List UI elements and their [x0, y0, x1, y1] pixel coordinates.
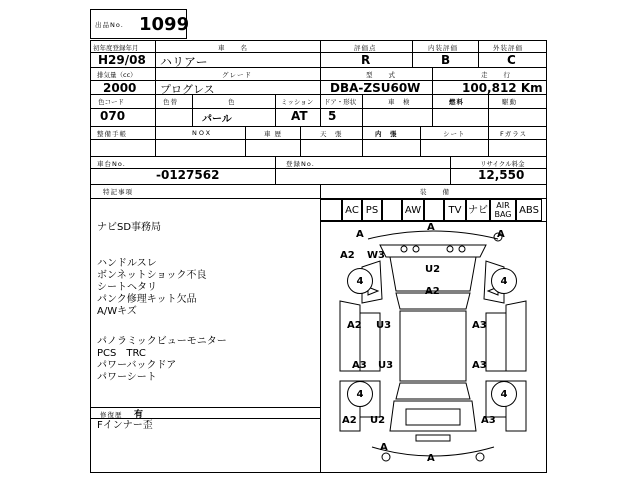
model-label: 型 式	[366, 71, 396, 79]
damage-code: A2	[342, 415, 357, 426]
color-label: 色	[228, 98, 236, 106]
equip-aw: AW	[402, 199, 424, 221]
exterior-score-label: 外装評価	[493, 44, 523, 52]
damage-code: A2	[347, 320, 362, 331]
damage-code: A	[356, 229, 364, 240]
damage-code: A	[497, 229, 505, 240]
nox-label: NOX	[192, 129, 213, 137]
history-label: 車歴	[264, 130, 285, 138]
remark-line: パノラミックビューモニター	[97, 336, 227, 347]
displacement-value: 2000	[103, 81, 137, 95]
f-glass-label: Fガラス	[500, 130, 528, 138]
mileage-label: 走 行	[481, 71, 511, 79]
equip-empty-0	[320, 199, 342, 221]
seat-label: シート	[443, 130, 466, 138]
color-value: パール	[202, 114, 232, 125]
damage-code: A3	[481, 415, 496, 426]
first-reg-value: H29/08	[98, 53, 146, 67]
remark-line: PCS TRC	[97, 348, 146, 359]
grade-label: グレード	[222, 71, 252, 79]
first-reg-label: 初年度登録年月	[93, 44, 139, 52]
remark-line: ボンネットショック不良	[97, 270, 207, 281]
recycle-value: 12,550	[478, 168, 525, 182]
repair-value: 有	[134, 410, 144, 420]
damage-code: U2	[370, 415, 386, 426]
remarks-label: 特記事項	[103, 188, 133, 196]
reg-no-label: 登録No.	[286, 160, 315, 168]
color-code-value: 070	[100, 109, 126, 123]
damage-code: A3	[472, 360, 487, 371]
drive-label: 駆動	[502, 98, 517, 106]
lot-number-box	[90, 9, 190, 39]
color-change-label: 色替	[163, 98, 178, 106]
remark-line: ハンドルスレ	[97, 258, 157, 269]
remark-line: パンク修理キット欠品	[97, 294, 197, 305]
damage-code: U3	[378, 360, 394, 371]
lot-number-label: 出品No.	[95, 21, 124, 29]
tire-front-right: 4	[491, 268, 517, 294]
score-label: 評価点	[354, 44, 377, 52]
remark-line: パワーシート	[97, 372, 157, 383]
remark-line: A/Wキズ	[97, 306, 137, 317]
chassis-label: 車台No.	[97, 160, 126, 168]
car-name-value: ハリアー	[160, 55, 208, 69]
tire-rear-left: 4	[347, 381, 373, 407]
damage-code: A2	[340, 250, 355, 261]
transmission-value: AT	[291, 109, 308, 123]
lot-number: 1099	[139, 14, 190, 35]
repair-note: Fインナー歪	[97, 420, 153, 431]
equipment-label: 装 備	[420, 188, 450, 196]
damage-code: A	[427, 222, 435, 233]
damage-code: A	[380, 442, 388, 453]
exterior-score-value: C	[507, 53, 516, 67]
remark-line: パワーバックドア	[97, 360, 177, 371]
equip-airbag: AIR BAG	[490, 199, 516, 221]
chassis-value: -0127562	[156, 168, 220, 182]
equip-empty-1	[382, 199, 402, 221]
equip-ps: PS	[362, 199, 382, 221]
score-value: R	[361, 53, 371, 67]
damage-code: A3	[352, 360, 367, 371]
equip-navi: ナビ	[466, 199, 490, 221]
model-value: DBA-ZSU60W	[330, 81, 421, 95]
fuel-label: 燃料	[449, 98, 464, 106]
remark-line: ナビSD事務局	[97, 222, 162, 233]
equip-empty-2	[424, 199, 444, 221]
recycle-label: リサイクル料金	[480, 160, 525, 168]
interior-score-value: B	[441, 53, 451, 67]
remark-line: シートヘタリ	[97, 282, 157, 293]
equip-tv: TV	[444, 199, 466, 221]
grade-value: プログレス	[160, 83, 215, 96]
damage-code: A3	[472, 320, 487, 331]
equip-abs: ABS	[516, 199, 542, 221]
color-code-label: 色コード	[98, 98, 124, 106]
tire-front-left: 4	[347, 268, 373, 294]
manual-label: 整備手帳	[97, 130, 127, 138]
transmission-label: ミッション	[281, 98, 314, 106]
damage-code: A	[427, 453, 435, 464]
doors-value: 5	[328, 109, 337, 123]
car-name-label: 車 名	[218, 44, 248, 52]
damage-code: U3	[376, 320, 392, 331]
roof-label: 天 張	[320, 130, 343, 138]
damage-code: U2	[425, 264, 441, 275]
tire-rear-right: 4	[491, 381, 517, 407]
doors-label: ドア・形状	[324, 98, 357, 106]
displacement-label: 排気量（cc）	[97, 71, 137, 79]
repair-label: 修復歴	[100, 411, 123, 419]
equip-ac: AC	[342, 199, 362, 221]
damage-code: A2	[425, 286, 440, 297]
interior-score-label: 内装評価	[428, 44, 458, 52]
interior-trim-label: 内 張	[375, 130, 398, 138]
inspection-label: 車 検	[388, 98, 411, 106]
damage-code: W3	[367, 250, 385, 261]
mileage-value: 100,812 Km	[462, 81, 543, 95]
